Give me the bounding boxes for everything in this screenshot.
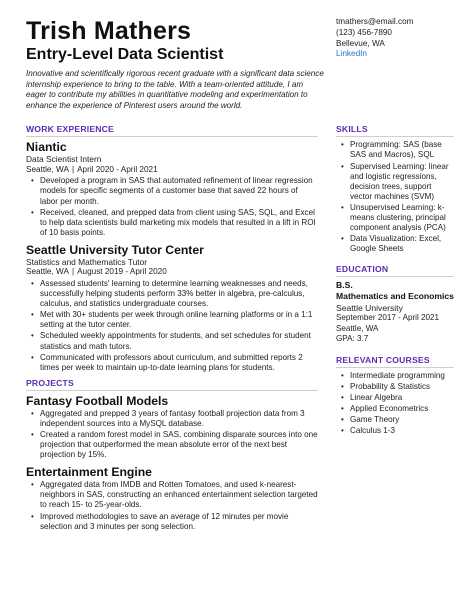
edu-degree: B.S.	[336, 280, 353, 291]
list-item: • Intermediate programming	[336, 371, 454, 381]
courses-heading: RELEVANT COURSES	[336, 355, 454, 368]
list-item: • Game Theory	[336, 415, 454, 425]
edu-gpa: GPA: 3.7	[336, 334, 369, 344]
list-item: • Programming: SAS (base SAS and Macros), SQL	[336, 140, 454, 160]
skills-section	[336, 124, 454, 254]
list-item: • Linear Algebra	[336, 393, 454, 403]
education-entry	[336, 280, 454, 344]
courses-list	[336, 371, 454, 437]
edu-location: Seattle, WA	[336, 323, 379, 333]
projects-heading: PROJECTS	[26, 378, 318, 391]
job-location: Seattle, WA	[26, 164, 69, 174]
job-company: Niantic	[26, 140, 67, 155]
work-experience-heading: WORK EXPERIENCE	[26, 124, 318, 137]
project-bullets	[26, 480, 318, 531]
list-item: • Developed a program in SAS that automated refinement of linear regression models for specific segments of a customer base that saved 22 hours of labor per month.	[26, 176, 318, 206]
header-left	[26, 18, 326, 111]
job-location: Seattle, WA	[26, 267, 69, 277]
job-bullets	[26, 176, 318, 238]
skills-list	[336, 140, 454, 254]
education-heading: EDUCATION	[336, 264, 454, 277]
list-item: • Aggregated data from IMDB and Rotten Tomatoes, and used k-nearest-neighbors in SAS, constructing an enhanced entertainment selection targeted to reach 15- to 25-year-olds.	[26, 480, 318, 510]
left-column	[26, 124, 318, 536]
meta-separator: |	[71, 267, 75, 277]
job-dates: August 2019 - April 2020	[77, 267, 167, 277]
list-item: • Supervised Learning: linear and logistic regressions, decision trees, support vector machines (SVM)	[336, 162, 454, 202]
list-item: • Received, cleaned, and prepped data from client using SAS, SQL, and Excel to help data scientists build marketing mix models that resulted in a lift in ROI of 10 basis points.	[26, 208, 318, 238]
courses-section	[336, 355, 454, 437]
project-name: Fantasy Football Models	[26, 393, 169, 408]
project-entry	[26, 465, 318, 531]
list-item: • Unsupervised Learning: k-means clustering, principal component analysis (PCA)	[336, 203, 454, 233]
contact-phone: (123) 456-7890	[336, 27, 392, 37]
candidate-title: Entry-Level Data Scientist	[26, 46, 224, 63]
list-item: • Assessed students' learning to determine learning weaknesses and needs, successfully helping students perform 33% better in algebra, pre-calculus, calculus, and statistics undergraduate courses.	[26, 279, 318, 309]
project-name: Entertainment Engine	[26, 465, 152, 480]
list-item: • Data Visualization: Excel, Google Sheets	[336, 234, 454, 254]
list-item: • Probability & Statistics	[336, 382, 454, 392]
body-columns	[26, 124, 454, 536]
contact-email[interactable]: tmathers@email.com	[336, 17, 414, 26]
job-entry	[26, 243, 318, 373]
edu-dates: September 2017 - April 2021	[336, 313, 440, 323]
list-item: • Improved methodologies to save an average of 12 minutes per movie selection and 3 minutes per song selection.	[26, 512, 318, 532]
edu-school: Seattle University	[336, 302, 403, 313]
summary: Innovative and scientifically rigorous recent graduate with a significant data science internship experience to bring to the table. With a team-oriented attitude, I am eager to contribute my abilities in quantitative modeling and experimentation to enhance the experience of Pinterest users around the world.	[26, 69, 324, 110]
job-meta	[26, 165, 318, 176]
resume-header	[26, 18, 454, 111]
projects-section	[26, 378, 318, 532]
job-company: Seattle University Tutor Center	[26, 242, 204, 257]
contact-location: Bellevue, WA	[336, 38, 385, 48]
linkedin-link[interactable]: LinkedIn	[336, 49, 367, 59]
meta-separator: |	[71, 164, 75, 174]
job-role: Data Scientist Intern	[26, 154, 102, 165]
skills-heading: SKILLS	[336, 124, 454, 137]
list-item: • Created a random forest model in SAS, combining disparate sources into one projection that outperformed the mean absolute error of the next best projection by 15%.	[26, 430, 318, 460]
job-dates: April 2020 - April 2021	[77, 164, 158, 174]
list-item: • Applied Econometrics	[336, 404, 454, 414]
contact-block	[336, 17, 454, 111]
edu-field: Mathematics and Economics	[336, 291, 454, 301]
list-item: • Communicated with professors about curriculum, and submitted reports 2 times per week to maintain up-to-date learning plans for students.	[26, 353, 318, 373]
list-item: • Scheduled weekly appointments for students, and set schedules for student statistics and math tutors.	[26, 331, 318, 351]
project-entry	[26, 394, 318, 460]
candidate-name: Trish Mathers	[26, 17, 192, 45]
job-bullets	[26, 279, 318, 373]
job-meta	[26, 267, 318, 278]
education-section	[336, 264, 454, 344]
project-bullets	[26, 409, 318, 460]
list-item: • Calculus 1-3	[336, 426, 454, 436]
list-item: • Met with 30+ students per week through online learning platforms or in a 1:1 setting at the tutor center.	[26, 310, 318, 330]
right-column	[336, 124, 454, 536]
list-item: • Aggregated and prepped 3 years of fantasy football projection data from 3 independent sources into a MySQL database.	[26, 409, 318, 429]
job-role: Statistics and Mathematics Tutor	[26, 256, 148, 267]
job-entry	[26, 140, 318, 238]
